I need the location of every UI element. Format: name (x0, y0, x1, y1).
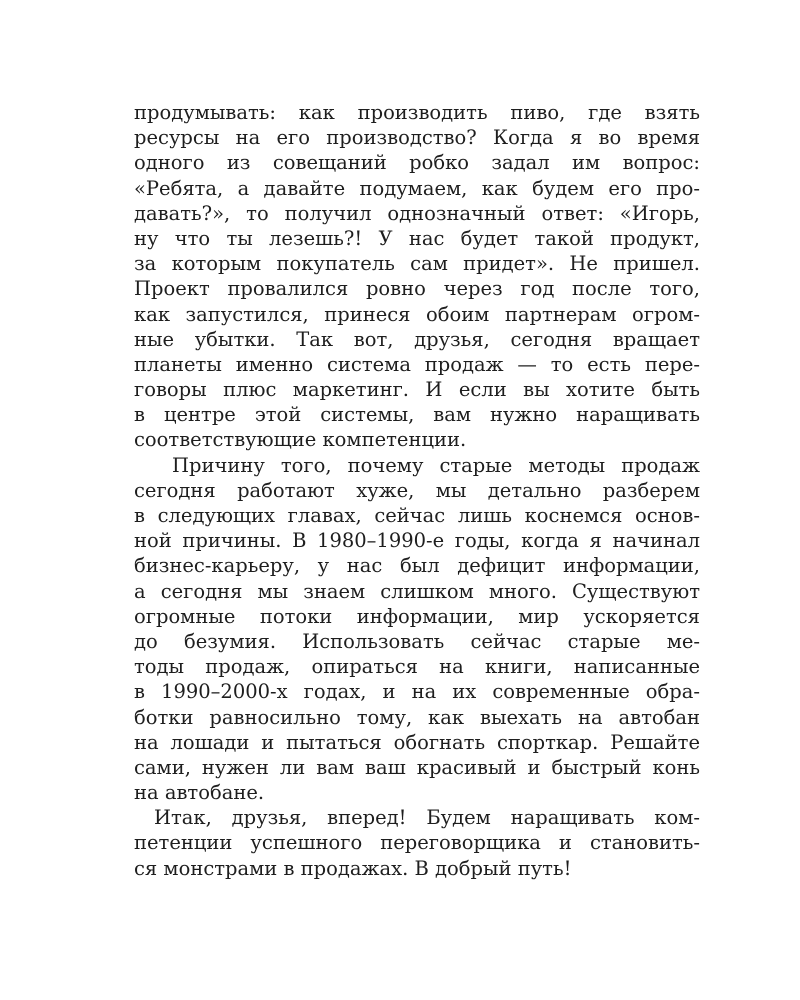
text-line: соответствующие компетенции. (134, 428, 467, 452)
text-line: одного из совещаний робко задал им вопрос: (134, 151, 700, 175)
text-line: ной причины. В 1980–1990-е годы, когда я начинал (134, 529, 700, 553)
text-line: «Ребята, а давайте подумаем, как будем его про- (134, 176, 700, 200)
text-line: бизнес-карьеру, у нас был дефицит информации, (134, 554, 700, 578)
text-line: ся монстрами в продажах. В добрый путь! (134, 856, 572, 880)
text-line: ные убытки. Так вот, друзья, сегодня вращает (134, 327, 700, 351)
paragraph-1 (134, 100, 700, 453)
paragraph-2 (134, 453, 700, 806)
paragraph-3 (134, 805, 700, 881)
text-line: планеты именно система продаж — то есть пере- (134, 352, 700, 376)
text-line: тоды продаж, опираться на книги, написанные (134, 655, 700, 679)
text-line: петенции успешного переговорщика и становить- (134, 831, 700, 855)
text-line: ботки равносильно тому, как выехать на автобан (134, 705, 700, 729)
text-line: а сегодня мы знаем слишком много. Существуют (134, 579, 700, 603)
book-page (134, 100, 700, 881)
text-line: за которым покупатель сам придет». Не пришел. (134, 252, 700, 276)
text-line: сами, нужен ли вам ваш красивый и быстрый конь (134, 755, 700, 779)
text-line: как запустился, принеся обоим партнерам огром- (134, 302, 700, 326)
text-line: Итак, друзья, вперед! Будем наращивать ком- (154, 806, 700, 830)
text-line: Причину того, почему старые методы продаж (172, 453, 700, 477)
text-line: на лошади и пытаться обогнать спорткар. Решайте (134, 730, 700, 754)
text-line: сегодня работают хуже, мы детально разберем (134, 478, 700, 502)
text-line: в центре этой системы, вам нужно наращивать (134, 403, 700, 427)
text-line: в следующих главах, сейчас лишь коснемся основ- (134, 504, 700, 527)
text-line: ресурсы на его производство? Когда я во время (134, 126, 700, 150)
text-line: огромные потоки информации, мир ускоряется (134, 604, 700, 628)
text-line: Проект провалился ровно через год после того, (134, 277, 700, 301)
text-line: до безумия. Использовать сейчас старые ме- (134, 629, 700, 653)
text-line: в 1990–2000-х годах, и на их современные обра- (134, 680, 700, 704)
text-line: на автобане. (134, 781, 265, 805)
text-line: давать?», то получил однозначный ответ: «Игорь, (134, 201, 700, 225)
text-line: говоры плюс маркетинг. И если вы хотите быть (134, 378, 700, 402)
text-line: продумывать: как производить пиво, где взять (134, 101, 700, 124)
text-line: ну что ты лезешь?! У нас будет такой продукт, (134, 226, 700, 250)
